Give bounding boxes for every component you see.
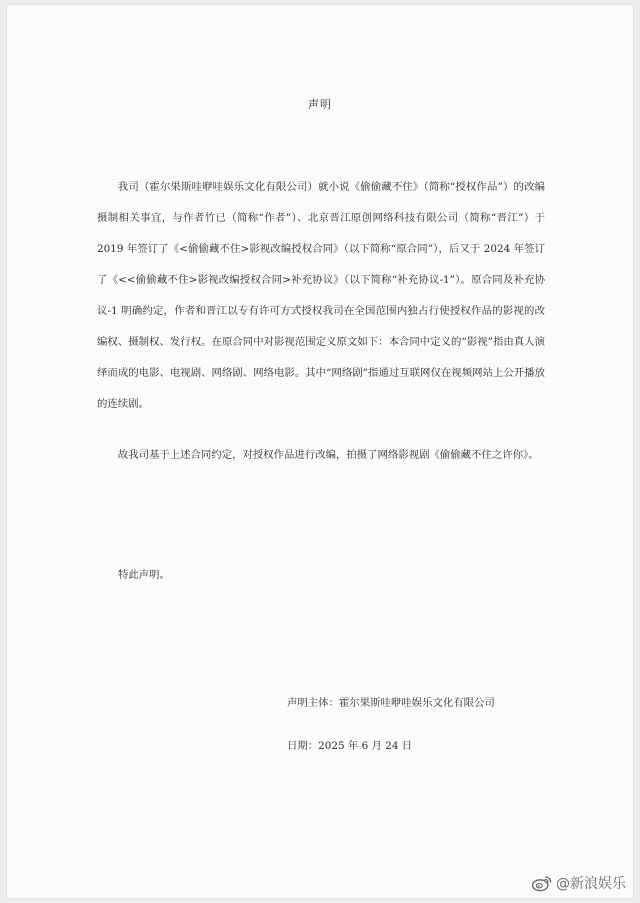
document-body	[97, 172, 545, 471]
body-paragraph-2: 故我司基于上述合同约定，对授权作品进行改编，拍摄了网络影视剧《偷偷藏不住之许你》。	[117, 449, 539, 461]
declaration-date: 日期：2025 年 6 月 24 日	[287, 740, 413, 752]
watermark-text: @新浪娱乐	[556, 876, 626, 892]
document-title: 声明	[308, 98, 332, 111]
body-paragraph-1: 我司（霍尔果斯哇咿哇娱乐文化有限公司）就小说《偷偷藏不住》（简称“授权作品”）的改编摄制相关事宜，与作者竹已（简称“作者”）、北京晋江原创网络科技有限公司（简称“晋江”）于 2019 年签订了《<偷偷藏不住>影视改编授权合同》（以下简称“原合同”），后又于 2024 年签订了《<<偷偷藏不住>影视改编授权合同>补充协议》（以下简称“补充协议-1”）。原合同及补充协议-1 明确约定，作者和晋江以专有许可方式授权我司在全国范围内独占行使授权作品的影视的改编权、摄制权、发行权。在原合同中对影视范围定义原文如下：本合同中定义的“影视”指由真人演绎而成的电影、电视剧、网络剧、网络电影。其中“网络剧”指通过互联网仅在视频网站上公开播放的连续剧。	[97, 181, 545, 410]
declaring-party: 声明主体：霍尔果斯哇咿哇娱乐文化有限公司	[287, 697, 495, 709]
closing-statement: 特此声明。	[118, 569, 170, 581]
weibo-logo-icon	[531, 874, 553, 892]
weibo-watermark	[531, 873, 626, 893]
